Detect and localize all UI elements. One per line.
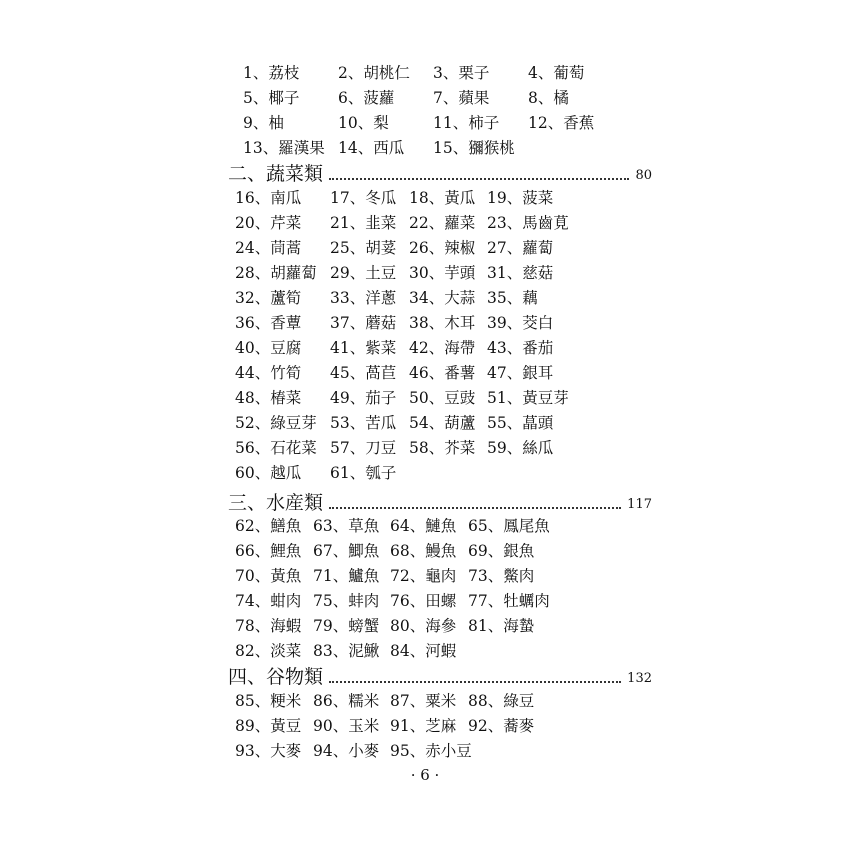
list-item: 34、大蒜	[409, 289, 476, 307]
list-item: 4、葡萄	[528, 64, 585, 82]
list-item: 11、柿子	[433, 114, 500, 132]
list-item: 88、綠豆	[468, 692, 535, 710]
list-item: 37、蘑菇	[330, 314, 397, 332]
list-item: 87、粟米	[390, 692, 457, 710]
list-item: 38、木耳	[409, 314, 476, 332]
list-item: 67、鯽魚	[313, 542, 380, 560]
section-heading	[228, 663, 652, 689]
section-heading	[228, 160, 652, 186]
list-item: 15、獼猴桃	[433, 139, 515, 157]
list-item: 18、黃瓜	[409, 189, 476, 207]
dot-leader	[329, 178, 629, 180]
list-item: 7、蘋果	[433, 89, 490, 107]
list-item: 58、芥菜	[409, 439, 476, 457]
list-item: 78、海蝦	[235, 617, 302, 635]
list-item: 1、荔枝	[243, 64, 300, 82]
list-item: 63、草魚	[313, 517, 380, 535]
list-item: 71、鱸魚	[313, 567, 380, 585]
list-item: 79、螃蟹	[313, 617, 380, 635]
list-item: 66、鯉魚	[235, 542, 302, 560]
list-item: 83、泥鰍	[313, 642, 380, 660]
list-item: 8、橘	[528, 89, 569, 107]
list-item: 75、蚌肉	[313, 592, 380, 610]
section-title: 四、谷物類	[228, 666, 324, 688]
list-item: 39、茭白	[487, 314, 554, 332]
list-item: 50、豆豉	[409, 389, 476, 407]
list-item: 81、海蟄	[468, 617, 535, 635]
list-item: 20、芹菜	[235, 214, 302, 232]
list-item: 86、糯米	[313, 692, 380, 710]
list-item: 55、蕌頭	[487, 414, 554, 432]
list-item: 17、冬瓜	[330, 189, 397, 207]
list-item: 24、茼蒿	[235, 239, 302, 257]
list-item: 85、粳米	[235, 692, 302, 710]
list-item: 95、赤小豆	[390, 742, 472, 760]
list-item: 42、海帶	[409, 339, 476, 357]
list-item: 52、綠豆芽	[235, 414, 317, 432]
list-item: 28、胡蘿蔔	[235, 264, 317, 282]
list-item: 64、鰱魚	[390, 517, 457, 535]
section-page-number: 80	[635, 168, 652, 183]
list-item: 46、番薯	[409, 364, 476, 382]
list-item: 69、銀魚	[468, 542, 535, 560]
list-item: 21、韭菜	[330, 214, 397, 232]
list-item: 70、黃魚	[235, 567, 302, 585]
list-item: 12、香蕉	[528, 114, 595, 132]
list-item: 60、越瓜	[235, 464, 302, 482]
list-item: 80、海參	[390, 617, 457, 635]
list-item: 5、椰子	[243, 89, 300, 107]
list-item: 27、蘿蔔	[487, 239, 554, 257]
list-item: 22、蘿菜	[409, 214, 476, 232]
list-item: 93、大麥	[235, 742, 302, 760]
list-item: 56、石花菜	[235, 439, 317, 457]
list-item: 53、苦瓜	[330, 414, 397, 432]
list-item: 59、絲瓜	[487, 439, 554, 457]
list-item: 84、河蝦	[390, 642, 457, 660]
list-item: 30、芋頭	[409, 264, 476, 282]
list-item: 31、慈菇	[487, 264, 554, 282]
section-page-number: 117	[627, 497, 652, 512]
list-item: 73、鱉肉	[468, 567, 535, 585]
list-item: 6、菠蘿	[338, 89, 395, 107]
list-item: 32、蘆筍	[235, 289, 302, 307]
list-item: 45、萵苣	[330, 364, 397, 382]
list-item: 33、洋蔥	[330, 289, 397, 307]
section-page-number: 132	[627, 671, 652, 686]
section-title: 二、蔬菜類	[228, 163, 324, 185]
list-item: 9、柚	[243, 114, 284, 132]
list-item: 62、鱔魚	[235, 517, 302, 535]
dot-leader	[329, 507, 621, 509]
list-item: 41、紫菜	[330, 339, 397, 357]
list-item: 2、胡桃仁	[338, 64, 410, 82]
list-item: 13、羅漢果	[243, 139, 325, 157]
list-item: 43、番茄	[487, 339, 554, 357]
list-item: 26、辣椒	[409, 239, 476, 257]
list-item: 82、淡菜	[235, 642, 302, 660]
list-item: 94、小麥	[313, 742, 380, 760]
list-item: 47、銀耳	[487, 364, 554, 382]
list-item: 74、蚶肉	[235, 592, 302, 610]
list-item: 54、葫蘆	[409, 414, 476, 432]
page-number: · 6 ·	[410, 766, 440, 784]
list-item: 35、藕	[487, 289, 538, 307]
list-item: 36、香蕈	[235, 314, 302, 332]
list-item: 90、玉米	[313, 717, 380, 735]
list-item: 48、椿菜	[235, 389, 302, 407]
list-item: 10、梨	[338, 114, 389, 132]
section-title: 三、水産類	[228, 492, 324, 514]
list-item: 77、牡蠣肉	[468, 592, 550, 610]
list-item: 25、胡荽	[330, 239, 397, 257]
list-item: 61、瓠子	[330, 464, 397, 482]
list-item: 68、鰻魚	[390, 542, 457, 560]
list-item: 91、芝麻	[390, 717, 457, 735]
list-item: 3、栗子	[433, 64, 490, 82]
list-item: 89、黃豆	[235, 717, 302, 735]
list-item: 29、土豆	[330, 264, 397, 282]
list-item: 16、南瓜	[235, 189, 302, 207]
list-item: 76、田螺	[390, 592, 457, 610]
list-item: 57、刀豆	[330, 439, 397, 457]
list-item: 19、菠菜	[487, 189, 554, 207]
list-item: 44、竹筍	[235, 364, 302, 382]
list-item: 51、黃豆芽	[487, 389, 569, 407]
dot-leader	[329, 681, 621, 683]
list-item: 40、豆腐	[235, 339, 302, 357]
section-heading	[228, 489, 652, 515]
list-item: 72、龜肉	[390, 567, 457, 585]
list-item: 49、茄子	[330, 389, 397, 407]
list-item: 14、西瓜	[338, 139, 405, 157]
list-item: 23、馬齒莧	[487, 214, 569, 232]
list-item: 65、鳳尾魚	[468, 517, 550, 535]
list-item: 92、蕎麥	[468, 717, 535, 735]
